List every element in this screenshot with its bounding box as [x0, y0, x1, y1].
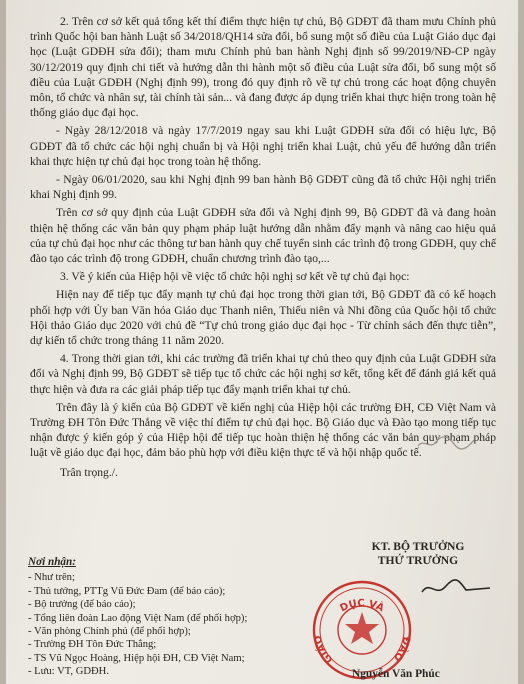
paragraph-conference: Hiện nay để tiếp tục đẩy mạnh tự chủ đại học trong thời gian tới, Bộ GDĐT đã có kế hoạch phối hợp với Ủy ban Văn hóa Giáo dục Thanh niên, Thiếu niên và Nhi đồng của Quốc hội tổ chức Hội thảo Giáo dục 2020 với chủ đề “Tự chủ trong giáo dục đại học - Từ chính sách đến thực tiễn”, dự kiến tổ chức trong tháng 11 năm 2020. — [30, 288, 496, 348]
recipient-item: - Thủ tướng, PTTg Vũ Đức Đam (để báo cáo); — [28, 585, 226, 597]
handwritten-mark-icon — [414, 432, 478, 454]
svg-text:ĐÀO — [391, 635, 412, 663]
paragraph-dash-1: - Ngày 28/12/2018 và ngày 17/7/2019 ngay sau khi Luật GDĐH sửa đổi có hiệu lực, Bộ GDĐT đã tổ chức các hội nghị chuẩn bị và Hội nghị triển khai Luật, chủ yếu để hướng dẫn triển khai thực hiện tự chủ đại học trong toàn hệ thống. — [30, 124, 496, 168]
recipient-item: - Bộ trưởng (để báo cáo); — [28, 599, 136, 611]
signer-name: Nguyễn Văn Phúc — [352, 668, 440, 680]
paragraph-dash-2: - Ngày 06/01/2020, sau khi Nghị định 99 ban hành Bộ GDĐT cũng đã tổ chức Hội nghị triển khai Nghị định 99. — [30, 173, 496, 202]
svg-text:DỤC VÀ — [338, 598, 386, 614]
paragraph-summary: Trên đây là ý kiến của Bộ GDĐT về kiến nghị của Hiệp hội các trường ĐH, CĐ Việt Nam và Trường ĐH Tôn Đức Thắng về việc thí điểm tự chủ đại học. Bộ Giáo dục và Đào tạo mong tiếp tục nhận được ý kiến góp ý của Hiệp hội để tiếp tục hoàn thiện hệ thống các văn bản quy phạm pháp luật về giáo dục đại học, đảm bảo phù hợp với điều kiện thực tế và hội nhập quốc tế. — [30, 400, 496, 460]
recipients-list — [28, 556, 298, 679]
document-page — [6, 0, 518, 684]
closing-line: Trân trọng./. — [60, 465, 118, 479]
official-seal-icon — [308, 572, 416, 680]
svg-text:GIÁO — [312, 634, 335, 665]
paragraph-item-3: 3. Về ý kiến của Hiệp hội về việc tổ chức hội nghị sơ kết về tự chủ đại học: — [60, 270, 410, 284]
signer-title: THỨ TRƯỞNG — [377, 554, 459, 567]
signer-authority: KT. BỘ TRƯỞNG — [371, 540, 465, 553]
seal-top-text: DỤC VÀ — [338, 598, 386, 615]
handwritten-signature-icon — [416, 572, 496, 602]
paragraph-item-4: 4. Trong thời gian tới, khi các trường đã triển khai tự chủ theo quy định của Luật GDĐH sửa đổi và Nghị định 99, Bộ GDĐT sẽ tiếp tục tổ chức các hội nghị sơ kết, tổng kết để đánh giá kết quả thực hiện và đưa ra các giải pháp tiếp tục đẩy mạnh triển khai tự chủ. — [30, 352, 496, 396]
letter-body — [30, 14, 496, 480]
recipient-item: - Văn phòng Chính phủ (để phối hợp); — [28, 626, 191, 638]
recipients-heading: Nơi nhận: — [28, 556, 76, 568]
paragraph-item-2: 2. Trên cơ sở kết quả tổng kết thí điểm thực hiện tự chủ, Bộ GDĐT đã tham mưu Chính phủ trình Quốc hội ban hành Luật số 34/2018/QH14 sửa đổi, bổ sung một số điều của Luật Giáo dục đại học (Luật GDĐH sửa đổi); tham mưu Chính phủ ban hành Nghị định số 99/2019/NĐ-CP ngày 30/12/2019 quy định chi tiết và hướng dẫn thi hành một số điều của Luật sửa đổi, bổ sung một số điều của Luật GDĐH (Nghị định 99), trong đó quy định rõ về tự chủ trong các hoạt động chuyên môn, tổ chức và nhân sự, tài chính tài sản... và đang được áp dụng triển khai thực hiện trong toàn hệ thống giáo dục đại học. — [30, 15, 496, 120]
recipient-item: - Lưu: VT, GDĐH. — [28, 666, 109, 678]
recipient-item: - TS Vũ Ngọc Hoàng, Hiệp hội ĐH, CĐ Việt Nam; — [28, 652, 245, 664]
seal-right-text: ĐÀO — [390, 635, 412, 663]
signature-block — [328, 540, 508, 568]
paragraph-basis: Trên cơ sở quy định của Luật GDĐH sửa đổi và Nghị định 99, Bộ GDĐT đã và đang hoàn thiện hệ thống các văn bản quy phạm pháp luật hướng dẫn nhằm đẩy mạnh và nâng cao hiệu quả của tự chủ đại học như các thông tư ban hành quy chế tuyển sinh các trình độ trong GDĐH, quy chế đào tạo các trình độ trong GDĐH, chuẩn chương trình đào tạo,... — [30, 206, 496, 266]
recipient-item: - Tổng liên đoàn Lao động Việt Nam (để phối hợp); — [28, 612, 248, 624]
seal-left-text: GIÁO — [312, 634, 336, 665]
recipient-item: - Như trên; — [28, 572, 75, 584]
recipient-item: - Trường ĐH Tôn Đức Thắng; — [28, 639, 157, 651]
